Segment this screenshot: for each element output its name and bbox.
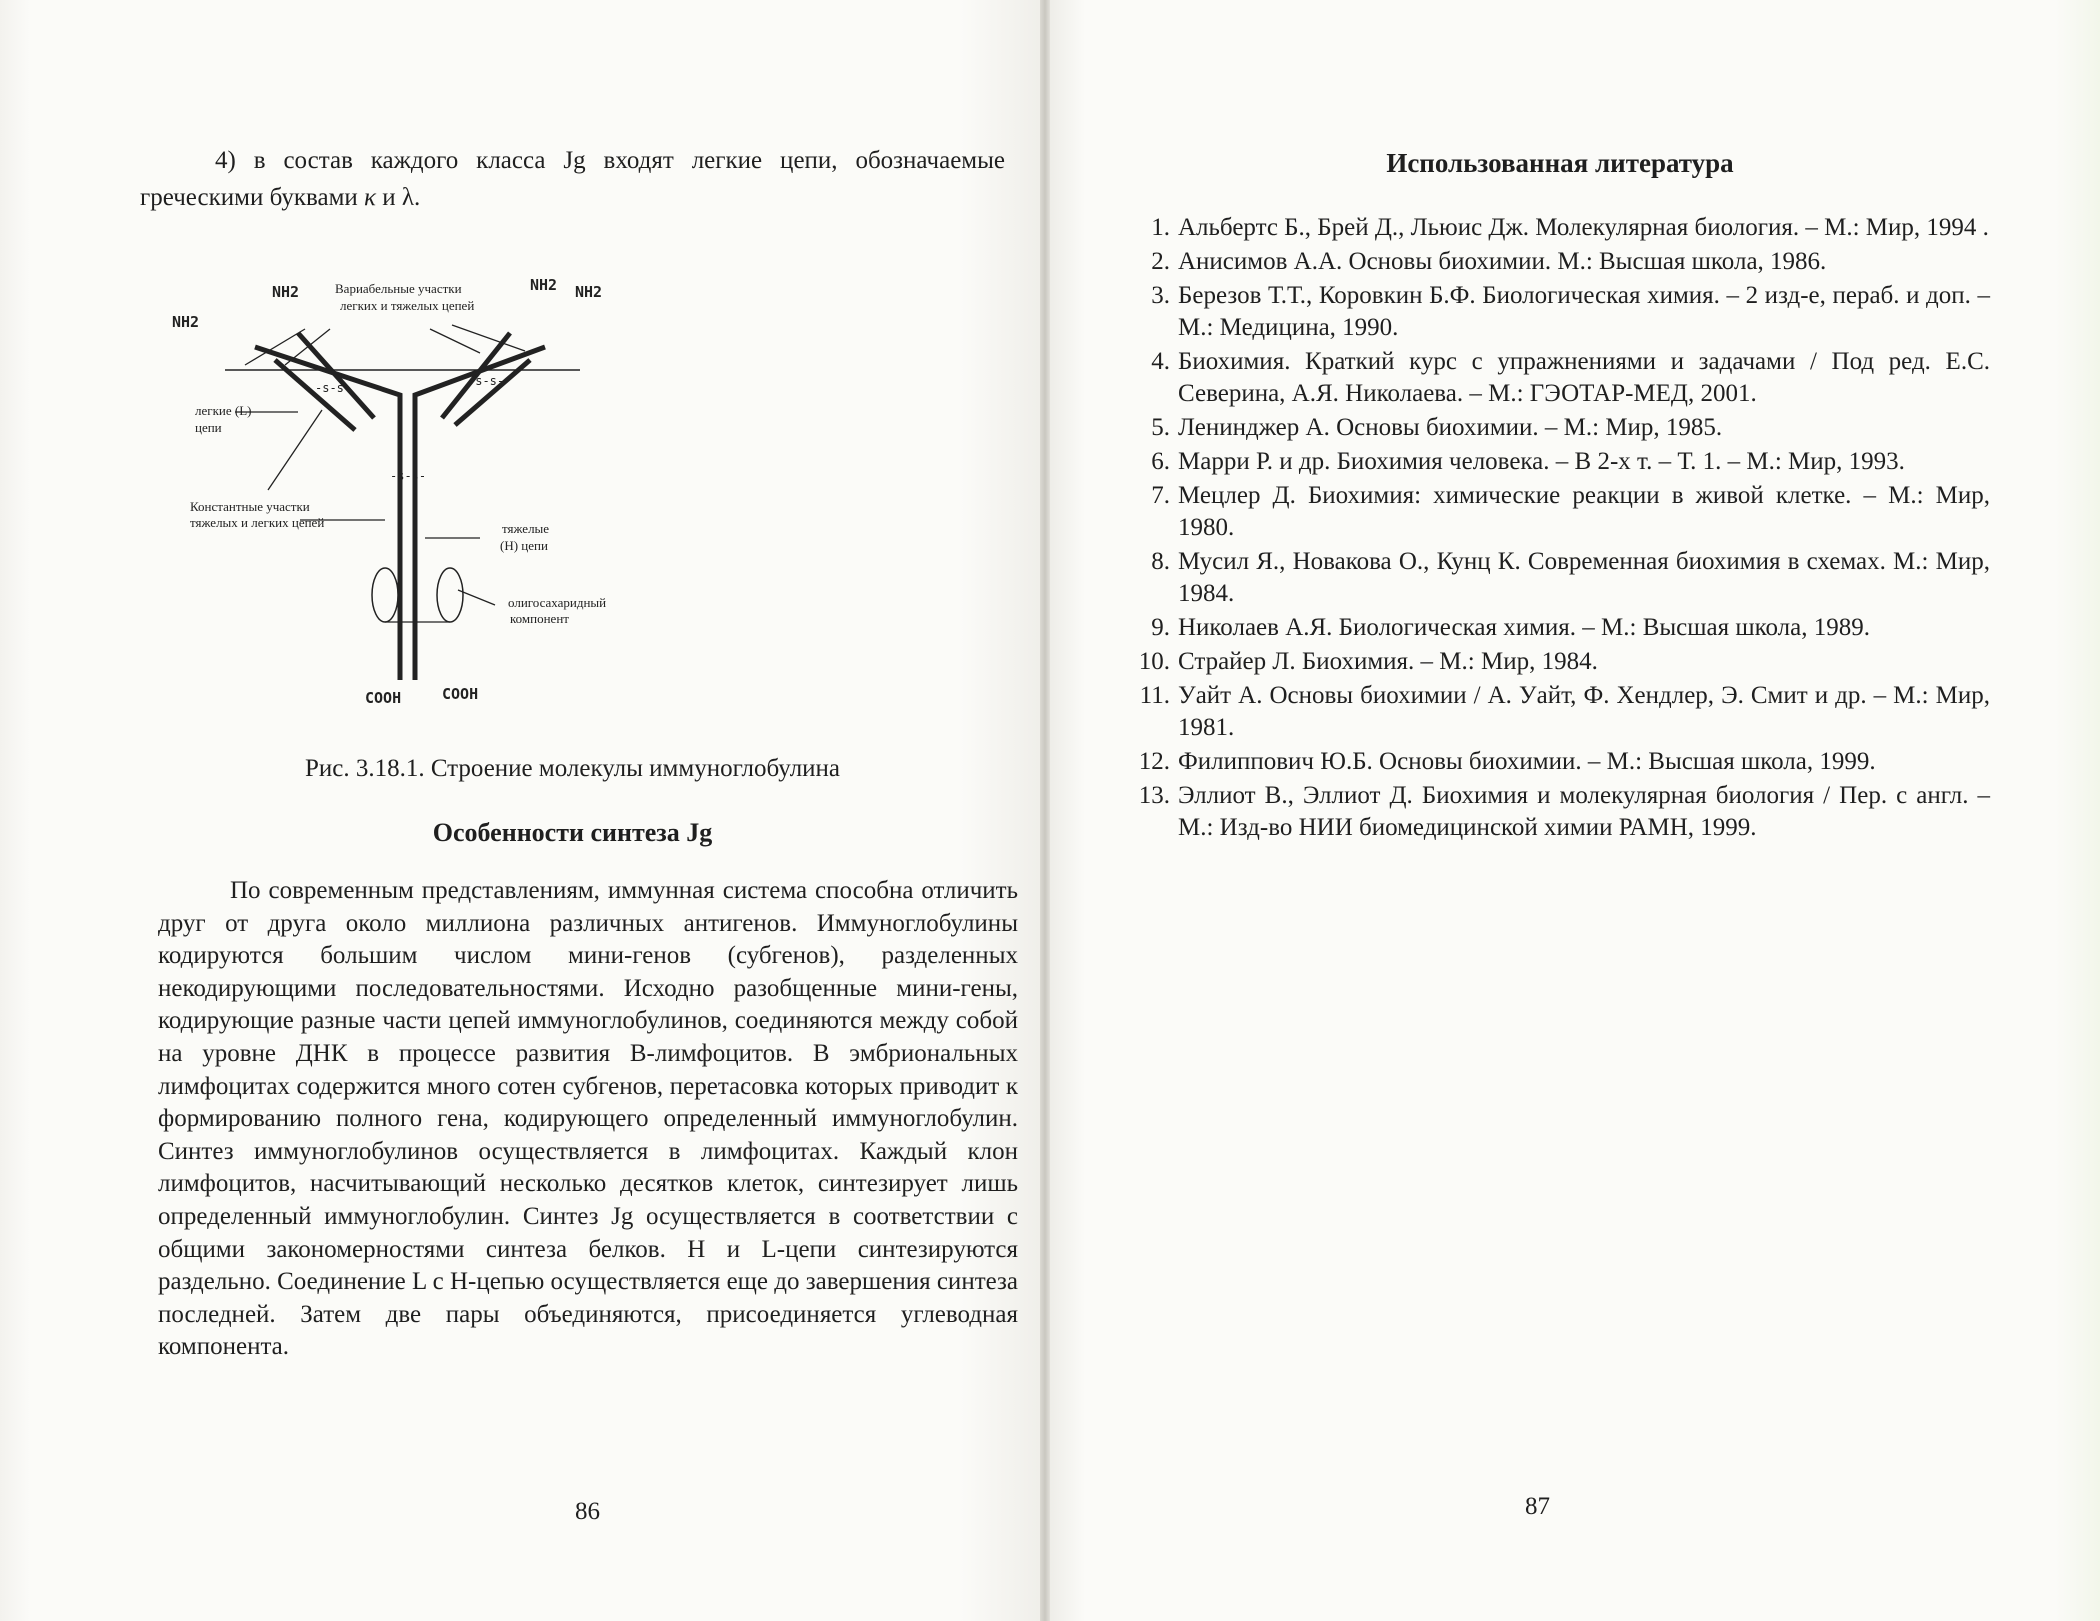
heavy-chains-label-2: (H) цепи [500,538,548,553]
nh2-label-inner-left: NH2 [272,283,300,301]
references-list [1130,212,1990,846]
heavy-chains-label: тяжелые [502,521,550,536]
reference-number: 11. [1139,682,1170,709]
reference-text: Николаев А.Я. Биологическая химия. – М.: Высшая школа, 1989. [1178,614,1870,641]
reference-number: 10. [1138,648,1170,675]
constant-regions-label-2: тяжелых и легких цепей [190,515,325,530]
reference-number: 12. [1138,748,1170,775]
reference-item [1130,212,1990,244]
oligosaccharide-left [372,568,398,622]
book-spine [1040,0,1050,1621]
reference-number: 6. [1151,448,1170,475]
reference-number: 9. [1151,614,1170,641]
light-chains-label-2: цепи [195,420,222,435]
reference-text: Мецлер Д. Биохимия: химические реакции в живой клетке. – М.: Мир, 1980. [1178,482,1990,541]
reference-text: Анисимов А.А. Основы биохимии. М.: Высшая школа, 1986. [1178,248,1827,275]
reference-text: Филиппович Ю.Б. Основы биохимии. – М.: Высшая школа, 1999. [1178,748,1876,775]
reference-text: Биохимия. Краткий курс с упражнениями и задачами / Под ред. Е.С. Северина, А.Я. Николаева. – М.: ГЭОТАР-МЕД, 2001. [1178,348,1990,407]
reference-text: Эллиот В., Эллиот Д. Биохимия и молекулярная биология / Пер. с англ. – М.: Изд-во НИИ биомедицинской химии РАМН, 1999. [1178,782,1990,841]
reference-text: Березов Т.Т., Коровкин Б.Ф. Биологическая химия. – 2 изд-е, пераб. и доп. – М.: Медицина, 1990. [1178,282,1990,341]
variable-regions-label-2: легких и тяжелых цепей [340,298,475,313]
reference-item [1130,246,1990,278]
immunoglobulin-diagram-svg [172,265,650,725]
reference-item [1130,546,1990,610]
reference-number: 1. [1151,214,1170,241]
page-number-left: 86 [575,1498,600,1525]
right-page [1045,0,2100,1621]
heavy-chain-right [415,347,545,680]
reference-item [1130,780,1990,844]
reference-text: Страйер Л. Биохимия. – М.: Мир, 1984. [1178,648,1598,675]
reference-number: 13. [1138,782,1170,809]
leader-variable-4 [452,325,525,351]
variable-regions-label: Вариабельные участки [335,281,462,296]
reference-text: Ленинджер А. Основы биохимии. – М.: Мир, 1985. [1178,414,1723,441]
reference-number: 3. [1151,282,1170,309]
reference-item [1130,646,1990,678]
disulfide-bond-left: -s-s- [315,381,352,395]
section-heading: Особенности синтеза Jg [432,818,713,847]
reference-item [1130,412,1990,444]
reference-number: 8. [1151,548,1170,575]
body-paragraph: По современным представлениям, иммунная система способна отличить друг от друга около миллиона различных антигенов. Иммуноглобулины кодируются большим числом мини-генов (субгенов), разделенных некодирующими последовательностями. Исходно разобщенные мини-гены, кодирующие разные части цепей иммуноглобулинов, соединяются между собой на уровне ДНК в процессе развития B-лимфоцитов. В эмбриональных лимфоцитах содержится много сотен субгенов, перетасовка которых приводит к формированию полного гена, кодирующего определенный иммуноглобулин. Синтез иммуноглобулинов осуществляется в лимфоцитах. Каждый клон лимфоцитов, насчитывающий несколько десятков клеток, синтезирует лишь определенный иммуноглобулин. Синтез Jg осуществляется в соответствии с общими закономерностями синтеза белков. H и L-цепи синтезируются раздельно. Соединение L с H-цепью осуществляется еще до завершения синтеза последней. Затем две пары объединяются, присоединяется углеводная компонента. [158,877,1018,1361]
page-number-right: 87 [1525,1493,1550,1520]
oligosaccharide-label-2: компонент [510,611,569,626]
reference-text: Уайт А. Основы биохимии / А. Уайт, Ф. Хендлер, Э. Смит и др. – М.: Мир, 1981. [1178,682,1990,741]
reference-item [1130,680,1990,744]
constant-regions-label: Константные участки [190,499,310,514]
immunoglobulin-diagram [172,265,650,725]
nh2-label-left: NH2 [172,313,200,331]
figure-caption: Рис. 3.18.1. Строение молекулы иммуноглобулина [304,755,841,782]
reference-text: Альбертс Б., Брей Д., Льюис Дж. Молекулярная биология. – М.: Мир, 1994 . [1178,214,1989,241]
kappa-symbol: κ [364,184,377,211]
intro-end: . [414,184,421,211]
reference-item [1130,480,1990,544]
oligosaccharide-label: олигосахаридный [508,595,607,610]
reference-item [1130,746,1990,778]
intro-and: и [376,184,402,211]
cooh-label-right: COOH [442,685,479,703]
reference-number: 7. [1151,482,1170,509]
intro-text: 4) в состав каждого класса Jg входят легкие цепи, обозначаемые греческими буквами [140,147,1005,211]
references-heading: Использованная литература [1386,148,1734,178]
reference-item [1130,346,1990,410]
reference-number: 2. [1151,248,1170,275]
intro-paragraph [140,142,1005,216]
left-page [0,0,1045,1621]
reference-item [1130,612,1990,644]
cooh-label-left: COOH [365,689,402,707]
oligosaccharide-right [437,568,463,622]
reference-item [1130,446,1990,478]
nh2-label-right: NH2 [575,283,603,301]
light-chains-label: легкие (L) [195,403,252,418]
reference-item [1130,280,1990,344]
reference-text: Марри Р. и др. Биохимия человека. – В 2-х т. – Т. 1. – М.: Мир, 1993. [1178,448,1905,475]
lambda-symbol: λ [401,184,415,211]
reference-number: 5. [1151,414,1170,441]
leader-constant-1 [268,410,322,490]
nh2-label-inner-right: NH2 [530,276,558,294]
reference-text: Мусил Я., Новакова О., Кунц К. Современная биохимия в схемах. М.: Мир, 1984. [1178,548,1990,607]
reference-number: 4. [1151,348,1170,375]
disulfide-bond-right: -s-s- [468,374,505,388]
disulfide-bond-center: -s-s- [390,469,427,483]
